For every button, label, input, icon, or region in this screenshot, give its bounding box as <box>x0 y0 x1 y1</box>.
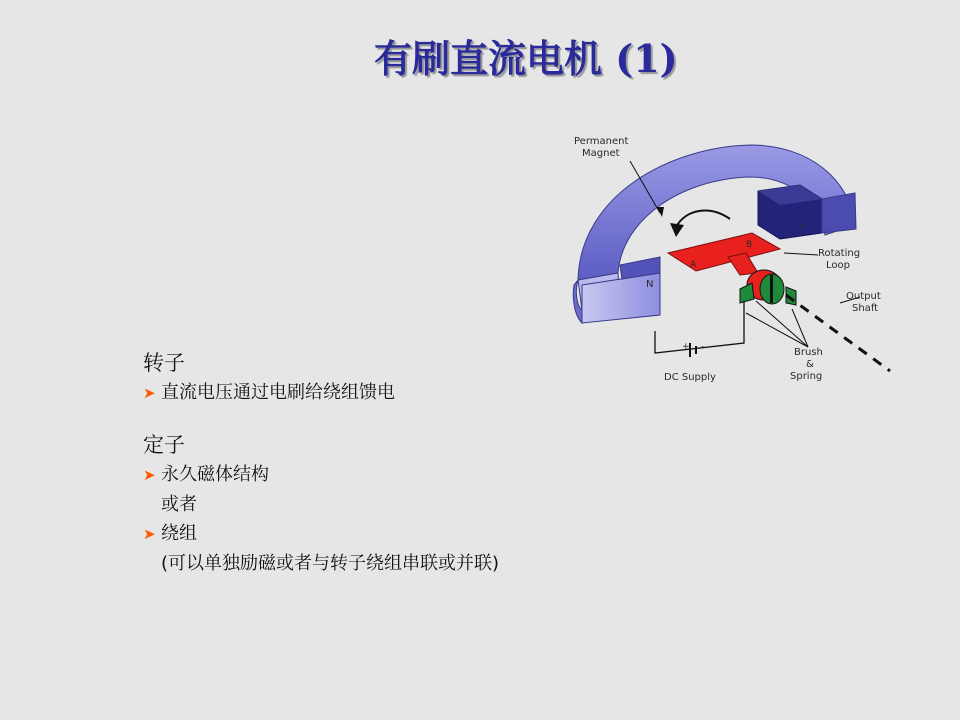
label-ampersand: & <box>806 359 814 370</box>
rotation-arrow <box>676 211 730 227</box>
rotor-bullet <box>143 378 663 408</box>
brush-left <box>740 283 754 303</box>
bullet-arrow-icon: ➤ <box>143 384 156 402</box>
label-loop-a: A <box>690 260 697 270</box>
label-spring: Spring <box>790 371 823 382</box>
label-loop: Loop <box>826 260 850 271</box>
rotor-bullet-text: 直流电压通过电刷给绕组馈电 <box>161 382 395 403</box>
stator-heading: 定子 <box>143 433 185 457</box>
label-brush: Brush <box>794 347 823 358</box>
bullet-arrow-icon: ➤ <box>143 525 156 543</box>
label-plus: + <box>682 342 690 352</box>
label-pole-n: N <box>646 279 654 290</box>
bullet-arrow-icon: ➤ <box>143 466 156 484</box>
label-minus: - <box>701 342 705 352</box>
rotor-heading: 转子 <box>143 351 185 375</box>
stator-bullet-2 <box>143 519 663 549</box>
label-shaft: Shaft <box>852 303 879 314</box>
stator-bullet-1 <box>143 460 663 490</box>
dc-supply-wire <box>655 301 744 353</box>
label-output: Output <box>846 291 881 302</box>
label-pole-s: S <box>798 221 804 231</box>
label-rotating: Rotating <box>818 248 861 259</box>
stator-bullet-2-continuation: (可以单独励磁或者与转子绕组串联或并联) <box>161 553 500 574</box>
label-permanent: Permanent <box>574 136 629 147</box>
stator-bullet-1-continuation: 或者 <box>161 494 197 515</box>
slide-title: 有刷直流电机 (1) <box>374 36 678 81</box>
label-magnet: Magnet <box>582 148 620 159</box>
label-dc-supply: DC Supply <box>664 372 716 383</box>
stator-bullet-2-text: 绕组 <box>161 523 197 544</box>
label-loop-b: B <box>746 240 753 250</box>
slide-content <box>143 348 663 578</box>
stator-bullet-1-text: 永久磁体结构 <box>161 464 269 485</box>
rotating-loop <box>668 233 780 271</box>
